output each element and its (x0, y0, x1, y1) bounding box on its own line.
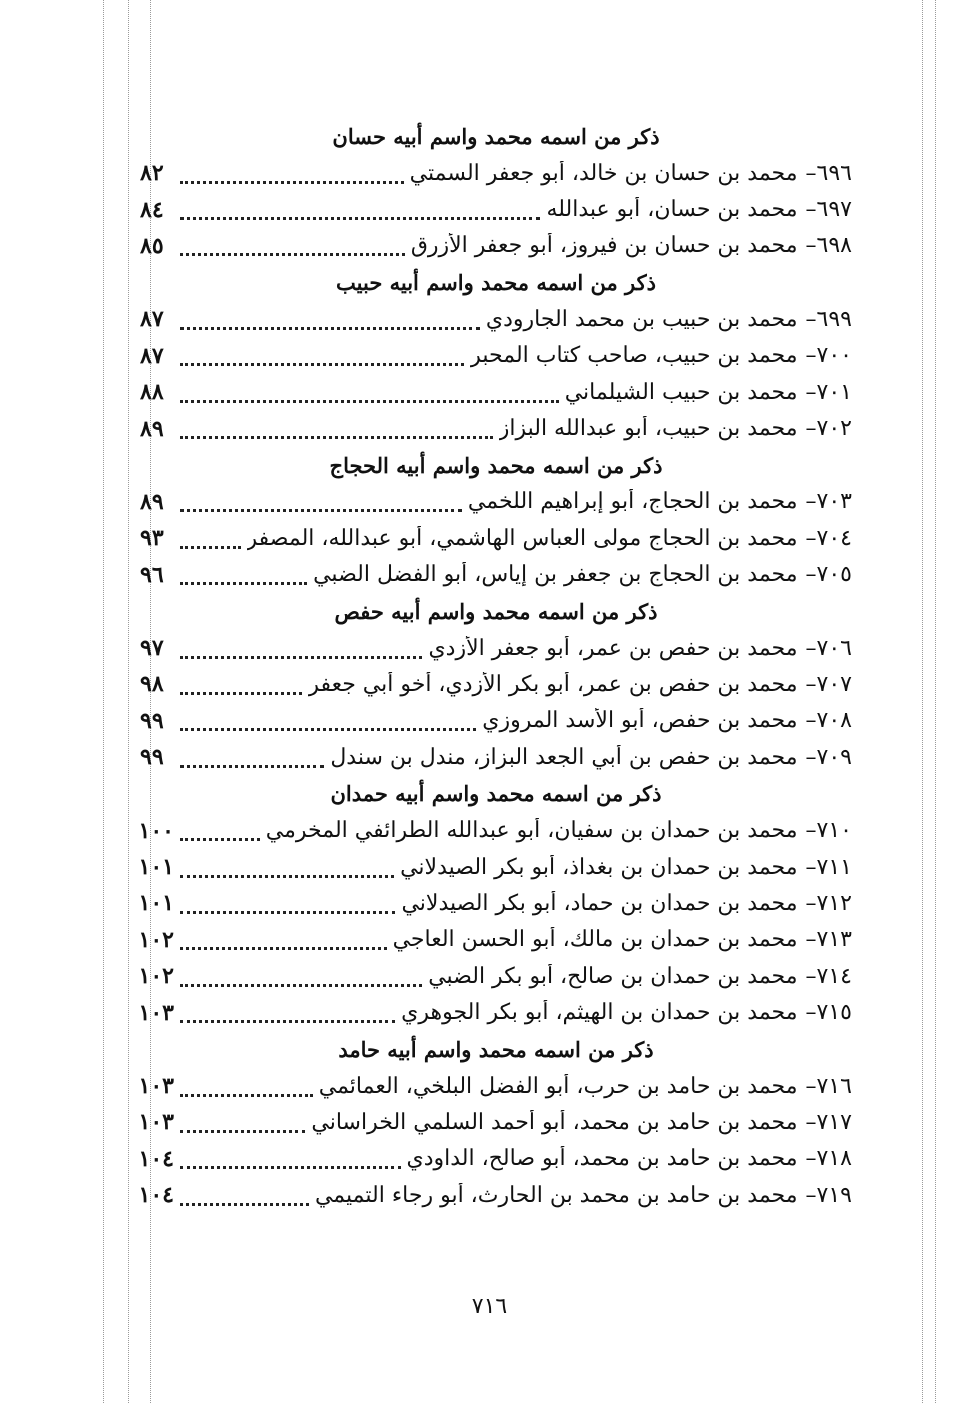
entry-number: ٧٠٦– (805, 635, 852, 661)
entry-page-number: ١٠١ (138, 854, 174, 881)
dot-leader (180, 869, 394, 878)
dot-leader (180, 576, 307, 585)
table-of-contents (140, 118, 852, 1213)
entry-title: محمد بن الحجاج مولى العباس الهاشمي، أبو عبدالله، المصفر (246, 525, 798, 551)
entry-number: ٧١٧– (805, 1109, 852, 1135)
entry-title: محمد بن حفص بن أبي الجعد البزاز، مندل بن سندل (330, 744, 798, 770)
toc-entry (140, 703, 852, 739)
entry-number: ٧١٥– (805, 1000, 852, 1026)
toc-entry (140, 849, 852, 885)
entry-page-number: ٨٤ (140, 196, 164, 223)
entry-title: محمد بن حمدان بن سفيان، أبو عبدالله الطرائفي المخرمي (265, 818, 798, 844)
entry-number: ٧١٣– (805, 927, 852, 953)
entry-title: محمد بن حبيب، أبو عبدالله البزاز (498, 416, 798, 442)
dot-leader (180, 1088, 313, 1097)
entry-page-number: ٨٩ (140, 488, 164, 515)
toc-entry (140, 520, 852, 556)
entry-page-number: ٩٣ (140, 525, 164, 552)
scan-edge-line (935, 0, 937, 1403)
entry-number: ٧٠٢– (805, 416, 852, 442)
entry-number: ٧١٦– (805, 1073, 852, 1099)
dot-leader (180, 1197, 309, 1206)
section-heading: ذكر من اسمه محمد واسم أبيه حفص (334, 598, 658, 624)
entry-page-number: ١٠٠ (138, 817, 174, 844)
entry-page-number: ٩٩ (140, 744, 164, 771)
section-heading: ذكر من اسمه محمد واسم أبيه الحجاج (329, 452, 663, 478)
toc-entry (140, 1104, 852, 1140)
toc-entry (140, 374, 852, 410)
section-heading: ذكر من اسمه محمد واسم أبيه حسان (332, 124, 660, 149)
entry-page-number: ٩٧ (140, 635, 164, 662)
entry-title: محمد بن حمدان بن بغداذ، أبو بكر الصيدلاني (400, 854, 798, 880)
entry-number: ٧٠٨– (805, 708, 852, 734)
entry-number: ٦٩٩– (805, 306, 852, 332)
entry-number: ٧١٨– (805, 1146, 852, 1172)
entry-title: محمد بن حامد بن محمد، أبو أحمد السلمي الخراساني (311, 1109, 798, 1135)
section-heading: ذكر من اسمه محمد واسم أبيه حامد (338, 1036, 654, 1062)
entry-number: ٦٩٧– (805, 197, 852, 223)
entry-page-number: ٨٧ (140, 306, 164, 333)
entry-number: ٦٩٦– (805, 160, 852, 186)
entry-title: محمد بن الحجاج، أبو إبراهيم اللخمي (467, 489, 798, 515)
entry-page-number: ١٠٢ (138, 926, 174, 953)
entry-title: محمد بن حامد بن حرب، أبو الفضل البلخي، العمائمي (318, 1073, 798, 1099)
toc-entry (140, 1141, 852, 1177)
entry-title: محمد بن حمدان بن مالك، أبو الحسن العاجي (392, 927, 798, 953)
toc-entry (140, 739, 852, 775)
entry-page-number: ١٠٣ (138, 1109, 174, 1136)
dot-leader (180, 686, 302, 695)
dot-leader (180, 430, 493, 439)
dot-leader (180, 1014, 395, 1023)
entry-page-number: ١٠٣ (138, 1073, 174, 1099)
dot-leader (180, 394, 559, 403)
toc-entry (140, 191, 852, 227)
entry-page-number: ١٠٤ (138, 1182, 174, 1209)
entry-number: ٧٠٤– (805, 525, 852, 551)
entry-title: محمد بن حبيب، صاحب كتاب المحبر (470, 343, 798, 369)
toc-entry (140, 1177, 852, 1213)
toc-entry (140, 666, 852, 702)
entry-number: ٧٠١– (805, 379, 852, 405)
dot-leader (180, 1160, 401, 1169)
entry-title: محمد بن حمدان بن الهيثم، أبو بكر الجوهري (401, 1000, 798, 1026)
toc-entry (140, 410, 852, 446)
entry-title: محمد بن حبيب الشيلماني (564, 379, 798, 405)
entry-page-number: ٨٩ (140, 415, 164, 442)
dot-leader (180, 175, 404, 184)
entry-title: محمد بن الحجاج بن جعفر بن إياس، أبو الفضل الضبي (313, 562, 798, 588)
section-heading: ذكر من اسمه محمد واسم أبيه حبيب (336, 270, 656, 296)
entry-title: محمد بن حفص بن عمر، أبو جعفر الأزدي (428, 635, 798, 661)
toc-entry (140, 812, 852, 848)
toc-entry (140, 922, 852, 958)
entry-title: محمد بن حسان، أبو عبدالله (546, 197, 798, 223)
dot-leader (180, 321, 480, 330)
dot-leader (180, 650, 422, 659)
entry-page-number: ٨٨ (140, 379, 164, 406)
toc-entry (140, 301, 852, 337)
entry-number: ٧١٩– (805, 1182, 852, 1208)
entry-title: محمد بن حامد بن محمد بن الحارث، أبو رجاء التميمي (314, 1182, 798, 1208)
scan-edge-line (128, 0, 130, 1403)
toc-entry (140, 958, 852, 994)
entry-page-number: ٨٥ (140, 232, 164, 259)
toc-entry (140, 994, 852, 1030)
dot-leader (180, 832, 260, 841)
toc-entry (140, 557, 852, 593)
entry-number: ٧٠٧– (805, 671, 852, 697)
page-number: ٧١٦ (471, 1294, 508, 1319)
section-heading: ذكر من اسمه محمد واسم أبيه حمدان (330, 781, 662, 807)
dot-leader (180, 503, 462, 512)
entry-page-number: ١٠٣ (138, 999, 174, 1026)
entry-title: محمد بن حفص، أبو الأسد المروزي (482, 708, 798, 734)
dot-leader (180, 978, 422, 987)
entry-title: محمد بن حسان بن فيروز، أبو جعفر الأزرق (410, 233, 798, 259)
dot-leader (180, 211, 540, 220)
entry-page-number: ٩٨ (140, 671, 164, 698)
toc-entry (140, 1068, 852, 1104)
entry-number: ٧٠٩– (805, 744, 852, 770)
toc-entry (140, 885, 852, 921)
entry-number: ٧٠٥– (805, 562, 852, 588)
entry-number: ٧١٤– (805, 963, 852, 989)
entry-page-number: ١٠٤ (138, 1145, 174, 1172)
toc-entry (140, 630, 852, 666)
dot-leader (180, 722, 476, 731)
entry-number: ٦٩٨– (805, 233, 852, 259)
dot-leader (180, 540, 241, 549)
dot-leader (180, 905, 395, 914)
scan-edge-line (922, 0, 924, 1403)
entry-number: ٧١٢– (805, 890, 852, 916)
toc-entry (140, 484, 852, 520)
entry-page-number: ٨٧ (140, 342, 164, 369)
entry-title: محمد بن حمدان بن حماد، أبو بكر الصيدلاني (401, 890, 798, 916)
entry-title: محمد بن حامد بن محمد، أبو صالح، الداودي (406, 1146, 798, 1172)
dot-leader (180, 357, 464, 366)
entry-title: محمد بن حفص بن عمر، أبو بكر الأزدي، أخو أبي جعفر (308, 671, 798, 697)
entry-number: ٧٠٣– (805, 489, 852, 515)
entry-number: ٧٠٠– (805, 343, 852, 369)
entry-title: محمد بن حسان بن خالد، أبو جعفر السمتي (409, 160, 798, 186)
entry-number: ٧١١– (805, 854, 852, 880)
dot-leader (180, 941, 387, 950)
entry-title: محمد بن حبيب بن محمد الجارودي (485, 306, 798, 332)
scan-edge-line (103, 0, 105, 1403)
dot-leader (180, 759, 324, 768)
entry-page-number: ١٠١ (138, 890, 174, 917)
entry-page-number: ٩٩ (140, 707, 164, 734)
entry-page-number: ٨٢ (140, 160, 164, 187)
entry-title: محمد بن حمدان بن صالح، أبو بكر الضبي (428, 963, 798, 989)
toc-entry (140, 228, 852, 264)
toc-entry (140, 155, 852, 191)
entry-page-number: ٩٦ (140, 561, 164, 588)
entry-page-number: ١٠٢ (138, 963, 174, 990)
entry-number: ٧١٠– (805, 818, 852, 844)
toc-entry (140, 338, 852, 374)
dot-leader (180, 1124, 305, 1133)
dot-leader (180, 247, 405, 256)
